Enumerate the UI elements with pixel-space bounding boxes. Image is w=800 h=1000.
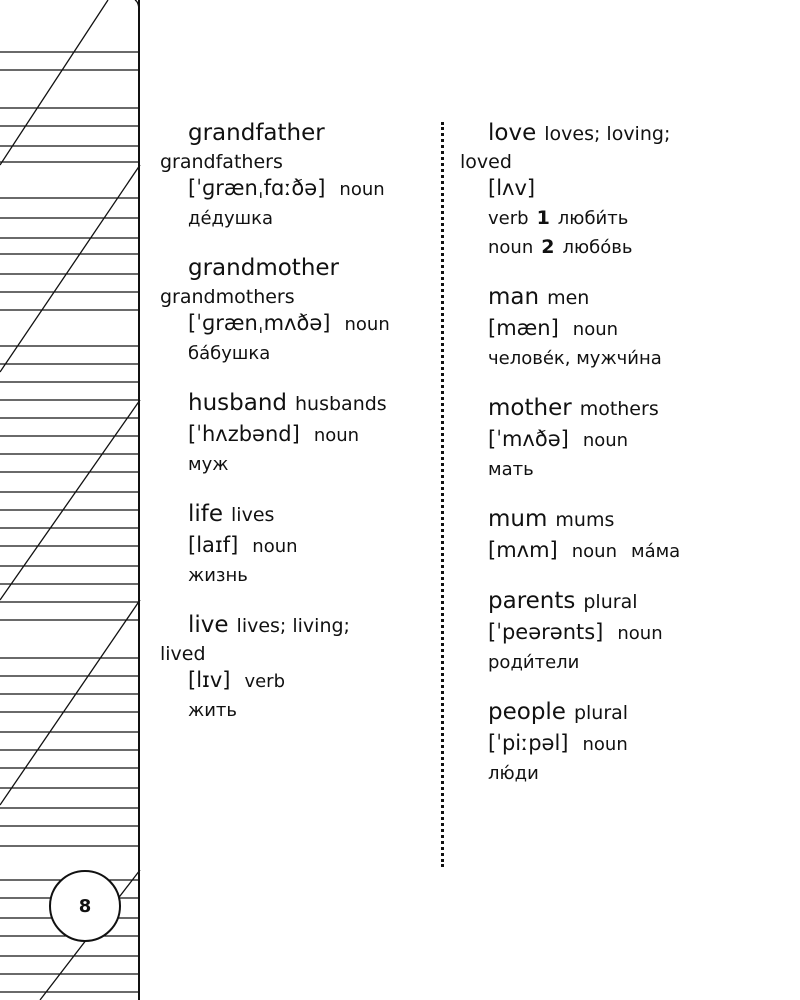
headword: man: [488, 284, 540, 310]
entry-man: [460, 282, 760, 373]
pronunciation: [ˈpiːpəl]: [488, 731, 569, 755]
inflection: men: [547, 287, 590, 309]
entry-people: [460, 697, 760, 788]
pronunciation: [mæn]: [488, 316, 559, 340]
part-of-speech: noun: [344, 314, 390, 335]
translation: де́душка: [188, 208, 273, 229]
entry-love: [460, 118, 760, 262]
entry-parents: [460, 586, 760, 677]
translation: жить: [188, 700, 238, 721]
pronunciation: [laɪf]: [188, 533, 239, 557]
entry-life: [160, 499, 430, 590]
inflection: grandfathers: [160, 151, 283, 173]
pronunciation: [ˈɡrænˌmʌðə]: [188, 311, 331, 335]
inflection: plural: [583, 591, 638, 613]
pronunciation: [ˈpeərənts]: [488, 620, 604, 644]
translation: роди́тели: [488, 652, 580, 673]
column-divider: [441, 122, 444, 867]
pronunciation: [ˈɡrænˌfɑːðə]: [188, 176, 326, 200]
translation: жизнь: [188, 565, 248, 586]
inflection: lives; living;: [236, 615, 350, 637]
headword: grandmother: [188, 255, 340, 281]
part-of-speech: noun: [252, 536, 298, 557]
part-of-speech: noun: [571, 541, 617, 562]
part-of-speech: noun: [572, 319, 619, 340]
pronunciation: [lɪv]: [188, 668, 231, 692]
translation: лю́ди: [488, 763, 539, 784]
inflection: lives: [231, 504, 275, 526]
translation: любо́вь: [562, 237, 633, 258]
headword: people: [488, 699, 566, 725]
part-of-speech: noun: [488, 237, 534, 258]
margin-decoration: [0, 0, 142, 1000]
headword: parents: [488, 588, 576, 614]
entry-husband: [160, 388, 430, 479]
entry-grandfather: [160, 118, 430, 233]
headword: mum: [488, 506, 548, 532]
headword: mother: [488, 395, 572, 421]
translation: ма́ма: [630, 541, 681, 562]
pronunciation: [ˈmʌðə]: [488, 427, 569, 451]
inflection-continued: loved: [460, 151, 512, 173]
inflection: plural: [573, 702, 629, 724]
part-of-speech: noun: [617, 623, 663, 644]
part-of-speech: noun: [313, 425, 360, 446]
translation: мать: [488, 459, 534, 480]
part-of-speech: noun: [582, 430, 629, 451]
inflection-continued: lived: [160, 643, 206, 665]
part-of-speech: noun: [339, 179, 385, 200]
entry-live: [160, 610, 430, 725]
sense-number: 1: [536, 207, 550, 229]
part-of-speech: verb: [488, 208, 529, 229]
inflection: grandmothers: [160, 286, 295, 308]
headword: husband: [188, 390, 288, 416]
part-of-speech: verb: [244, 671, 286, 692]
pronunciation: [lʌv]: [488, 176, 536, 200]
entry-mother: [460, 393, 760, 484]
headword: life: [188, 501, 224, 527]
entry-mum: [460, 504, 760, 566]
sense-number: 2: [541, 236, 555, 258]
pronunciation: [mʌm]: [488, 538, 558, 562]
pronunciation: [ˈhʌzbənd]: [188, 422, 300, 446]
inflection: husbands: [295, 393, 387, 415]
inflection: mums: [555, 509, 615, 531]
entry-grandmother: [160, 253, 430, 368]
translation: люби́ть: [557, 208, 629, 229]
right-column: [460, 118, 760, 808]
inflection: loves; loving;: [544, 123, 671, 145]
headword: live: [188, 612, 229, 638]
translation: муж: [188, 454, 229, 475]
left-column: [160, 118, 430, 745]
headword: grandfather: [188, 120, 325, 146]
part-of-speech: noun: [582, 734, 628, 755]
translation: ба́бушка: [188, 343, 271, 364]
headword: love: [488, 120, 537, 146]
translation: челове́к, мужчи́на: [488, 348, 662, 369]
inflection: mothers: [579, 398, 659, 420]
page-number: 8: [49, 870, 121, 942]
